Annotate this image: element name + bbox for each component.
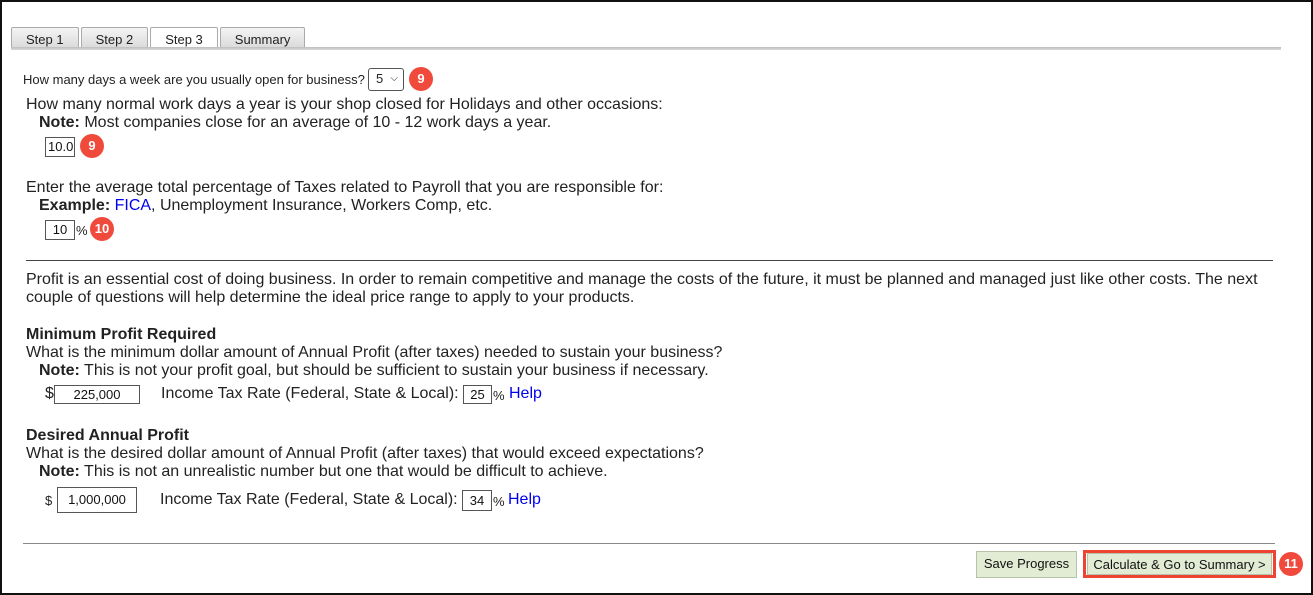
taxes-question: Enter the average total percentage of Taxes related to Payroll that you are responsible for: — [26, 179, 664, 196]
holidays-input[interactable]: 10.0 — [45, 137, 75, 157]
taxes-example — [39, 197, 492, 215]
min-tax-input[interactable]: 25 — [463, 385, 492, 404]
tab-step-3[interactable]: Step 3 — [150, 27, 218, 50]
fica-link[interactable]: FICA — [114, 197, 152, 214]
desired-profit-question: What is the desired dollar amount of Annual Profit (after taxes) that would exceed expectations? — [26, 445, 704, 462]
min-profit-heading: Minimum Profit Required — [26, 326, 217, 343]
desired-tax-label: Income Tax Rate (Federal, State & Local): — [160, 491, 458, 508]
desired-profit-note — [39, 463, 608, 481]
currency-symbol: $ — [45, 385, 54, 402]
step-tabs — [11, 27, 307, 49]
save-progress-button[interactable]: Save Progress — [976, 551, 1077, 578]
tab-summary[interactable]: Summary — [220, 27, 306, 49]
desired-tax-unit: % — [493, 494, 505, 509]
step-badge-calculate: 11 — [1279, 552, 1303, 576]
example-label: Example: — [39, 197, 111, 214]
taxes-unit: % — [76, 223, 88, 238]
min-profit-note — [39, 362, 709, 380]
desired-profit-input[interactable]: 1,000,000 — [57, 487, 137, 513]
tab-step-1[interactable]: Step 1 — [11, 27, 79, 49]
footer-divider — [23, 543, 1275, 544]
holidays-note — [39, 114, 551, 132]
min-profit-input[interactable]: 225,000 — [54, 385, 140, 404]
chevron-down-icon: ⌵ — [390, 73, 398, 84]
days-select[interactable] — [368, 68, 404, 91]
desired-profit-heading: Desired Annual Profit — [26, 427, 189, 444]
desired-tax-input[interactable]: 34 — [462, 490, 492, 511]
step-badge-taxes: 10 — [90, 217, 114, 241]
step-badge-days: 9 — [409, 67, 433, 91]
tab-step-2[interactable]: Step 2 — [81, 27, 149, 49]
desired-tax-help-link[interactable]: Help — [508, 491, 541, 508]
holidays-question: How many normal work days a year is your shop closed for Holidays and other occasions: — [26, 96, 663, 113]
min-tax-unit: % — [493, 388, 505, 403]
taxes-input[interactable]: 10 — [45, 220, 75, 240]
min-tax-label: Income Tax Rate (Federal, State & Local): — [161, 385, 459, 402]
note-text: This is not an unrealistic number but one that would be difficult to achieve. — [79, 463, 608, 480]
currency-symbol: $ — [45, 493, 53, 508]
step-badge-holidays: 9 — [80, 134, 104, 158]
tab-divider — [11, 47, 1281, 50]
note-label: Note: — [39, 114, 80, 131]
note-label: Note: — [39, 463, 80, 480]
min-profit-question: What is the minimum dollar amount of Annual Profit (after taxes) needed to sustain your business? — [26, 344, 723, 361]
calculate-summary-button[interactable]: Calculate & Go to Summary > — [1087, 553, 1272, 575]
note-label: Note: — [39, 362, 80, 379]
min-tax-help-link[interactable]: Help — [509, 385, 542, 402]
note-text: This is not your profit goal, but should be sufficient to sustain your business if necessary. — [79, 362, 709, 379]
profit-intro: Profit is an essential cost of doing business. In order to remain competitive and manage the costs of the future, it must be planned and managed just like other costs. The next couple of questions will help determine the ideal price range to apply to your products. — [26, 271, 1258, 306]
note-text: Most companies close for an average of 10 - 12 work days a year. — [79, 114, 552, 131]
example-text: , Unemployment Insurance, Workers Comp, etc. — [151, 197, 493, 214]
section-divider — [26, 260, 1273, 261]
days-question: How many days a week are you usually open for business? — [23, 72, 365, 87]
days-select-value: 5 — [376, 71, 384, 86]
